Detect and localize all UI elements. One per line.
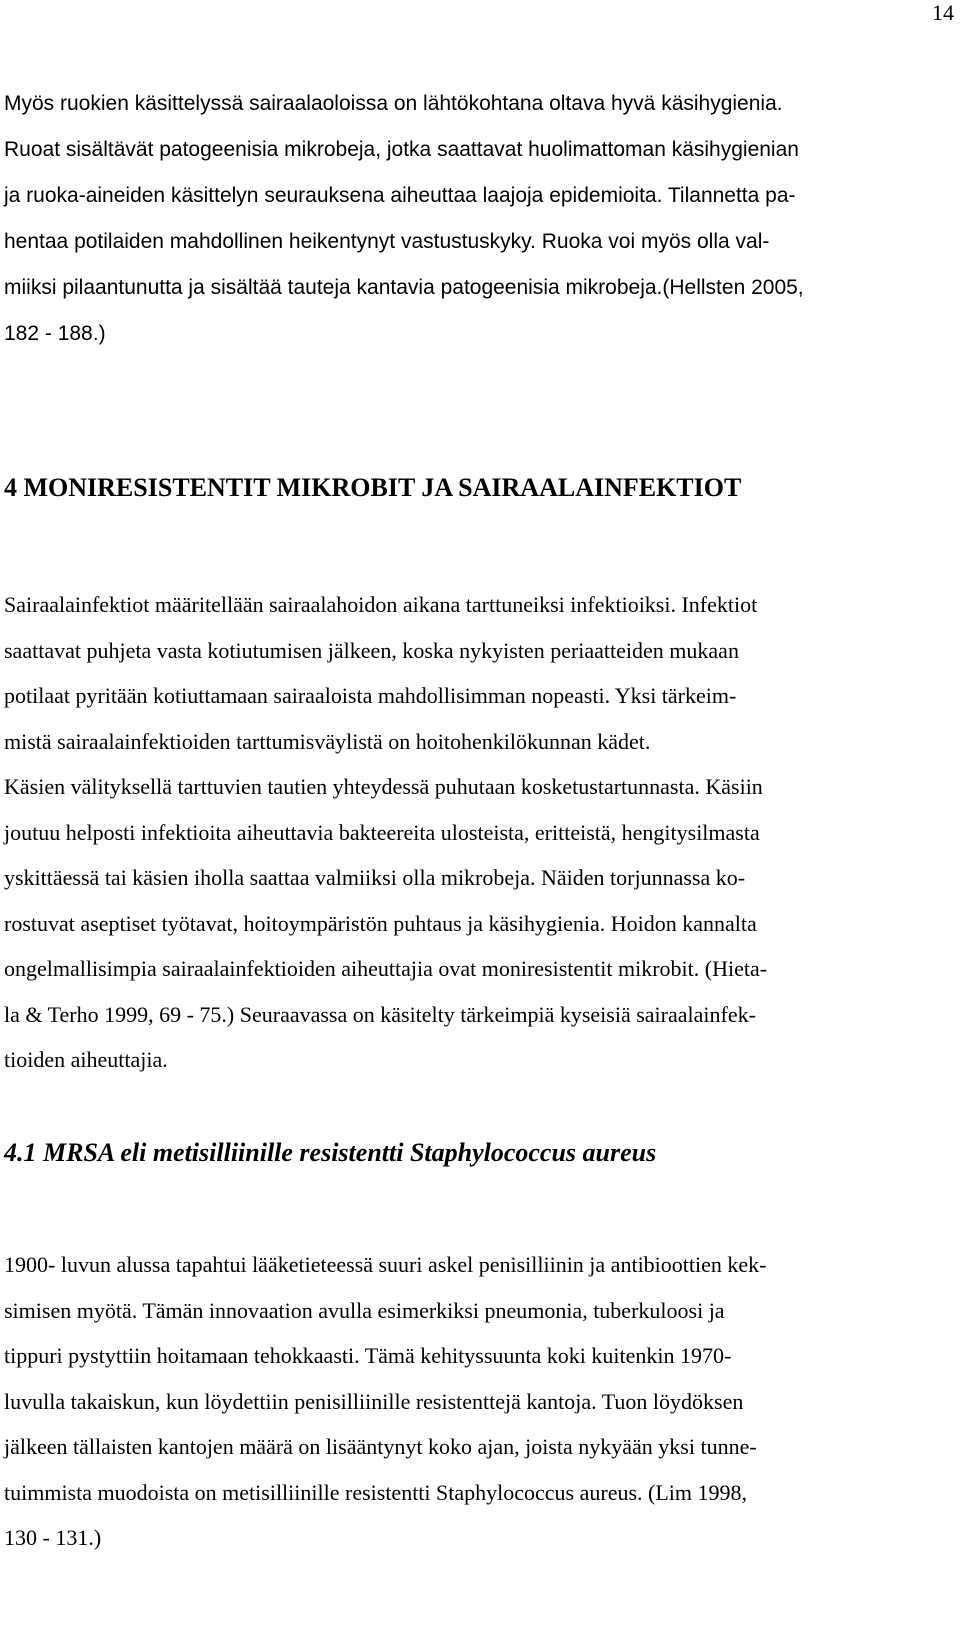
text-line: rostuvat aseptiset työtavat, hoitoympäristön puhtaus ja käsihygienia. Hoidon kannalta — [4, 910, 757, 936]
text-line: la & Terho 1999, 69 - 75.) Seuraavassa on käsitelty tärkeimpiä kyseisiä sairaalainfek- — [4, 1001, 756, 1027]
text-line: Sairaalainfektiot määritellään sairaalahoidon aikana tarttuneiksi infektioiksi. Infektiot — [4, 592, 758, 617]
text-line: 1900- luvun alussa tapahtui lääketieteessä suuri askel penisilliinin ja antibioottien kek- — [4, 1252, 767, 1277]
text-line: simisen myötä. Tämän innovaation avulla esimerkiksi pneumonia, tuberkuloosi ja — [4, 1297, 725, 1323]
text-line: tuimmista muodoista on metisilliinille resistentti Staphylococcus aureus. (Lim 1998, — [4, 1479, 748, 1505]
text-line: yskittäessä tai käsien iholla saattaa valmiiksi olla mikrobeja. Näiden torjunnassa ko- — [4, 865, 746, 890]
text-line: tippuri pystyttiin hoitamaan tehokkaasti. Tämä kehityssuunta koki kuitenkin 1970- — [4, 1343, 732, 1368]
section-heading-4: 4 MONIRESISTENTIT MIKROBIT JA SAIRAALAINFEKTIOT — [4, 473, 742, 502]
text-line: Ruoat sisältävät patogeenisia mikrobeja, jotka saattavat huolimattoman käsihygienian — [4, 138, 799, 161]
text-line: 182 - 188.) — [4, 322, 106, 345]
text-line: 130 - 131.) — [4, 1525, 102, 1550]
paragraph-food-hygiene — [4, 81, 924, 357]
text-line: potilaat pyritään kotiuttamaan sairaaloista mahdollisimman nopeasti. Yksi tärkeim- — [4, 683, 737, 708]
section-heading-4-1: 4.1 MRSA eli metisilliinille resistentti Staphylococcus aureus — [4, 1138, 657, 1167]
text-line: Käsien välityksellä tarttuvien tautien yhteydessä puhutaan kosketustartunnasta. Käsiin — [4, 774, 763, 799]
text-line: joutuu helposti infektioita aiheuttavia bakteereita ulosteista, eritteistä, hengitysilmasta — [4, 819, 760, 845]
text-line: ongelmallisimpia sairaalainfektioiden aiheuttajia ovat moniresistentit mikrobit. (Hieta- — [4, 956, 768, 981]
text-line: luvulla takaiskun, kun löydettiin penisilliinille resistenttejä kantoja. Tuon löydöksen — [4, 1388, 744, 1414]
text-line: tioiden aiheuttajia. — [4, 1047, 168, 1072]
paragraph-hospital-infections — [4, 582, 924, 1083]
paragraph-mrsa — [4, 1242, 924, 1561]
text-line: Myös ruokien käsittelyssä sairaalaoloissa on lähtökohtana oltava hyvä käsihygienia. — [4, 92, 783, 115]
text-line: hentaa potilaiden mahdollinen heikentynyt vastustuskyky. Ruoka voi myös olla val- — [4, 230, 770, 253]
text-line: saattavat puhjeta vasta kotiutumisen jälkeen, koska nykyisten periaatteiden mukaan — [4, 637, 739, 663]
text-line: mistä sairaalainfektioiden tarttumisväylistä on hoitohenkilökunnan kädet. — [4, 728, 651, 754]
text-line: jälkeen tällaisten kantojen määrä on lisääntynyt koko ajan, joista nykyään yksi tunne- — [4, 1434, 757, 1459]
text-line: ja ruoka-aineiden käsittelyn seurauksena aiheuttaa laajoja epidemioita. Tilannetta pa- — [4, 184, 796, 207]
text-line: miiksi pilaantunutta ja sisältää tauteja kantavia patogeenisia mikrobeja.(Hellsten 2005, — [4, 276, 804, 299]
page-number: 14 — [932, 0, 954, 25]
